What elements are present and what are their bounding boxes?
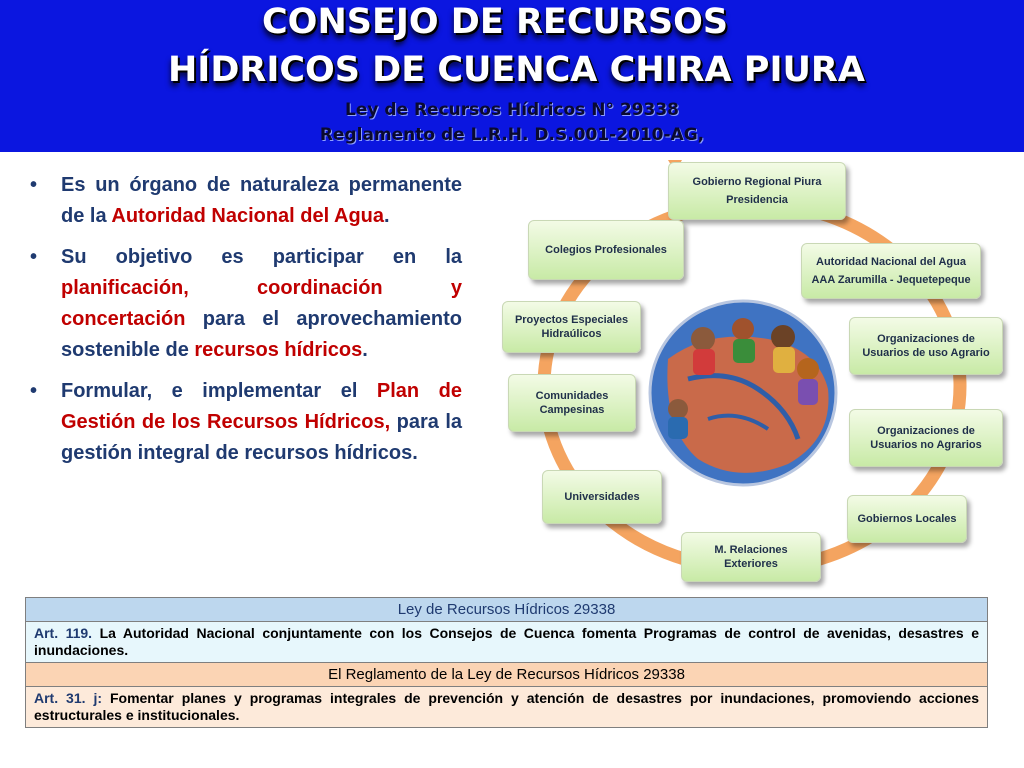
node-line: Gobierno Regional Piura bbox=[692, 176, 822, 188]
watershed-map-image bbox=[648, 299, 838, 487]
law-article-text: La Autoridad Nacional conjuntamente con los Consejos de Cuenca fomenta Programas de control de avenidas, desastres e inundaciones. bbox=[34, 625, 979, 658]
law-title-row bbox=[26, 598, 988, 622]
node-line: Usuarios de uso Agrario bbox=[862, 347, 990, 359]
node-proyectos-especiales bbox=[502, 301, 641, 353]
node-universidades bbox=[542, 470, 662, 524]
node-line: Presidencia bbox=[726, 194, 788, 206]
node-line: Hidraúlicos bbox=[541, 328, 602, 340]
node-relaciones-exteriores bbox=[681, 532, 821, 582]
node-autoridad-nacional bbox=[801, 243, 981, 299]
law-article-cell bbox=[26, 622, 988, 663]
node-line: Universidades bbox=[564, 491, 640, 503]
node-line: Organizaciones de bbox=[877, 333, 975, 345]
regulation-title: El Reglamento de la Ley de Recursos Hídricos 29338 bbox=[26, 663, 988, 687]
bullet-highlight: Plan de Gestión de los Recursos Hídricos, bbox=[61, 380, 462, 433]
regulation-title-row bbox=[26, 663, 988, 687]
node-line: Proyectos Especiales bbox=[514, 314, 629, 326]
title-line-2: HÍDRICOS DE CUENCA CHIRA PIURA bbox=[168, 50, 865, 90]
bullet-text: para la gestión integral de recursos hídricos. bbox=[61, 411, 462, 464]
bullet-highlight: Autoridad Nacional del Agua bbox=[111, 205, 385, 227]
node-usuarios-agrario bbox=[849, 317, 1003, 375]
law-table bbox=[25, 597, 988, 728]
regulation-article-text: Fomentar planes y programas integrales de prevención y atención de desastres por inundaciones, promoviendo acciones estructurales e institucionales. bbox=[34, 690, 979, 723]
node-gobierno-regional bbox=[668, 162, 846, 220]
node-colegios-profesionales bbox=[528, 220, 684, 280]
bullet-dot-icon: • bbox=[30, 174, 38, 196]
regulation-article-row bbox=[26, 687, 988, 728]
node-line: Usuarios no Agrarios bbox=[870, 439, 982, 451]
node-comunidades-campesinas bbox=[508, 374, 636, 432]
law-article-row bbox=[26, 622, 988, 663]
node-line: Campesinas bbox=[539, 404, 605, 416]
node-line: M. Relaciones bbox=[714, 544, 788, 556]
bullet-text: Formular, e implementar el bbox=[61, 380, 377, 402]
bullet-dot-icon: • bbox=[30, 380, 38, 402]
bullet-text: para el aprovechamiento sostenible de bbox=[61, 308, 462, 361]
bullet-text: . bbox=[362, 339, 368, 361]
title-line-1: CONSEJO DE RECURSOS bbox=[262, 2, 729, 42]
subtitle-regulation: Reglamento de L.R.H. D.S.001-2010-AG, bbox=[319, 125, 705, 145]
node-usuarios-no-agrarios bbox=[849, 409, 1003, 467]
node-line: Colegios Profesionales bbox=[545, 244, 667, 256]
node-gobiernos-locales bbox=[847, 495, 967, 543]
bullet-highlight: planificación, coordinación y concertación bbox=[61, 277, 462, 330]
law-article-number: Art. 119. bbox=[34, 625, 93, 641]
node-line: Organizaciones de bbox=[877, 425, 975, 437]
bullet-dot-icon: • bbox=[30, 246, 38, 268]
regulation-article-number: Art. 31. j: bbox=[34, 690, 103, 706]
regulation-article-cell bbox=[26, 687, 988, 728]
node-line: AAA Zarumilla - Jequetepeque bbox=[811, 274, 971, 286]
bullet-text: Su objetivo es participar en la bbox=[61, 246, 462, 268]
bullet-highlight: recursos hídricos bbox=[194, 339, 363, 361]
subtitle-law: Ley de Recursos Hídricos N° 29338 bbox=[344, 100, 679, 120]
law-title: Ley de Recursos Hídricos 29338 bbox=[26, 598, 988, 622]
node-line: Gobiernos Locales bbox=[857, 513, 957, 525]
bullet-text: . bbox=[384, 205, 390, 227]
bullet-text: Es un órgano de naturaleza permanente de la bbox=[61, 174, 462, 227]
node-line: Comunidades bbox=[535, 390, 609, 402]
node-line: Exteriores bbox=[724, 558, 778, 570]
node-line: Autoridad Nacional del Agua bbox=[816, 256, 966, 268]
